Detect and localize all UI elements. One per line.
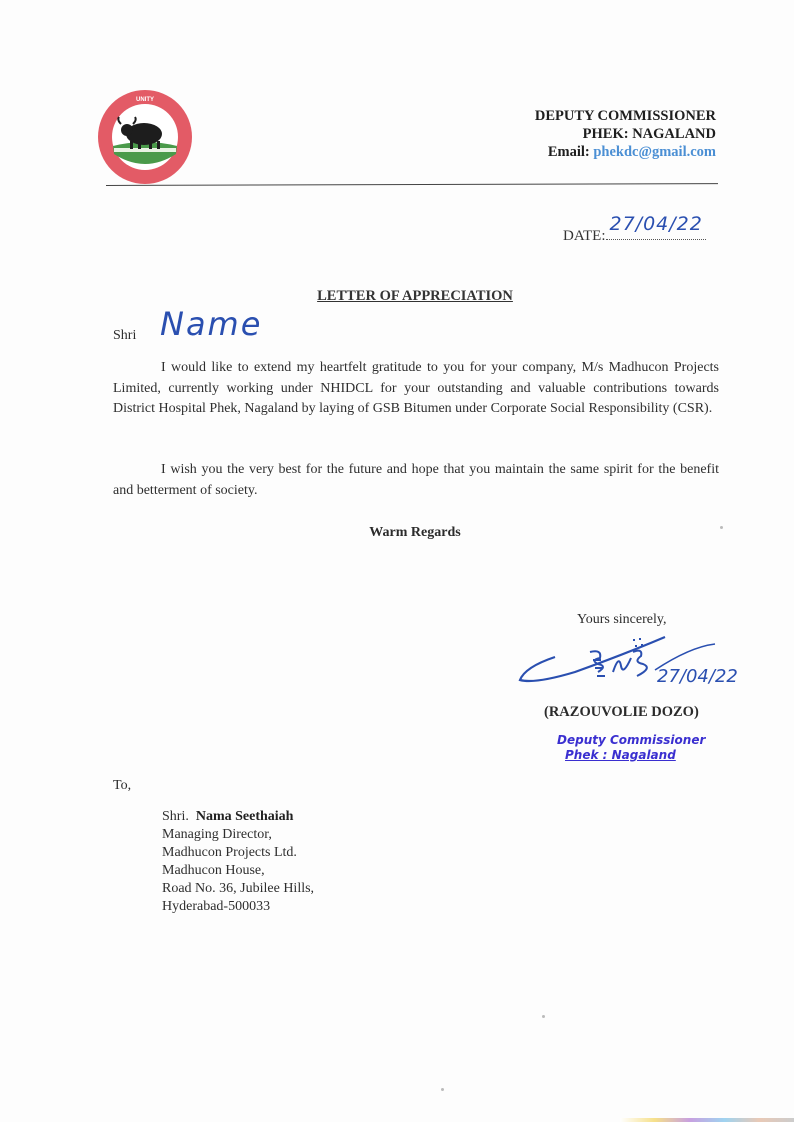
yours-sincerely: Yours sincerely, (577, 612, 667, 627)
salutation-prefix: Shri (113, 328, 137, 343)
signature-date: 27/04/22 (657, 666, 738, 687)
to-label: To, (113, 778, 132, 793)
body-paragraph-2 (113, 460, 719, 501)
warm-regards: Warm Regards (369, 525, 461, 540)
email-link[interactable]: phekdc@gmail.com (593, 144, 716, 160)
address-line: Hyderabad-500033 (162, 899, 271, 914)
date-line (563, 213, 706, 245)
handwritten-signature-icon (515, 632, 785, 692)
government-seal (96, 88, 194, 186)
recipient-name-line (162, 808, 314, 826)
handwritten-date: 27/04/22 (609, 213, 703, 235)
signature (515, 632, 785, 692)
stamp-designation: Deputy Commissioner (557, 733, 706, 747)
recipient-salutation: Shri. (162, 809, 189, 824)
address-line: Road No. 36, Jubilee Hills, (162, 881, 315, 896)
email-label: Email: (547, 144, 590, 160)
date-label: DATE: (563, 228, 606, 244)
signer-name: (RAZOUVOLIE DOZO) (544, 704, 699, 720)
address-line: Madhucon Projects Ltd. (162, 845, 297, 860)
official-stamp (557, 733, 705, 763)
letterhead-address (535, 107, 716, 161)
date-field (606, 213, 706, 240)
scan-speck (720, 526, 723, 529)
scan-speck (542, 1015, 545, 1018)
office-location: PHEK: NAGALAND (582, 126, 716, 142)
office-title: DEPUTY COMMISSIONER (534, 108, 716, 124)
body-paragraph-1 (113, 358, 719, 420)
letterhead-divider (106, 183, 718, 186)
address-line: Madhucon House, (162, 863, 265, 878)
recipient-address (162, 808, 314, 916)
email-line (535, 143, 716, 161)
scan-edge-artifact (620, 1118, 794, 1122)
handwritten-addressee-name: Name (160, 305, 263, 343)
scan-speck (441, 1088, 444, 1091)
paragraph-text: I would like to extend my heartfelt gratitude to you for your company, M/s Madhucon Projects Limited, currently working under NHIDCL for your outstanding and valuable contributions towards District Hospital Phek, Nagaland by laying of GSB Bitumen under Corporate Social Responsibility (CSR). (113, 360, 719, 416)
seal-top-text: UNITY (136, 97, 154, 103)
stamp-location: Phek : Nagaland (565, 748, 676, 762)
paragraph-text: I wish you the very best for the future and hope that you maintain the same spirit for the benefit and betterment of society. (113, 462, 719, 498)
recipient-name: Nama Seethaiah (195, 809, 294, 824)
address-line: Managing Director, (162, 827, 272, 842)
nagaland-government-seal-icon (96, 88, 194, 186)
letter-title: LETTER OF APPRECIATION (317, 288, 513, 304)
